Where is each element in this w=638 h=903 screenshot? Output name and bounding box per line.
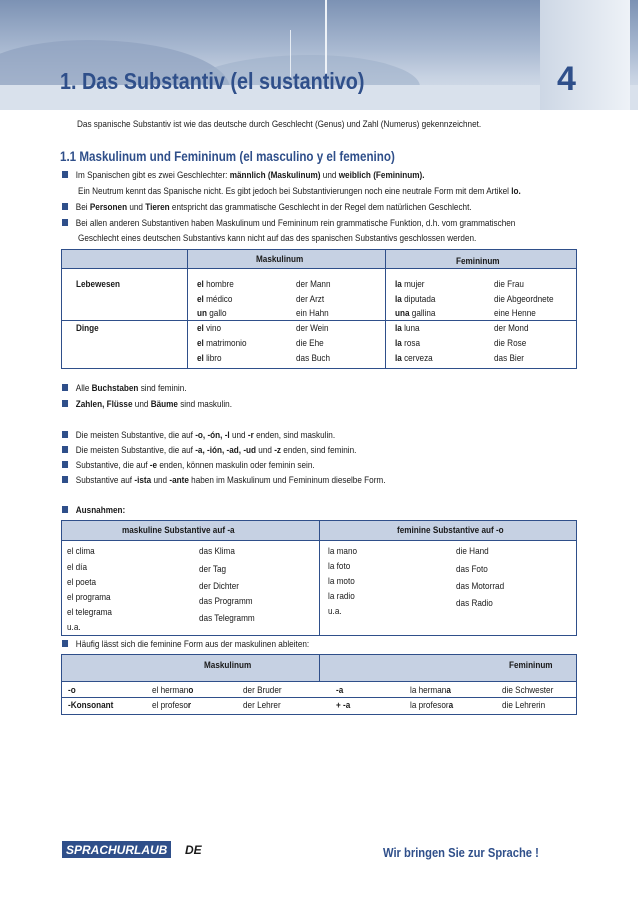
bullet-square-icon <box>62 203 68 210</box>
table1-header-fem: Femininum <box>456 256 500 267</box>
table-cell: das Buch <box>296 353 331 364</box>
list-item: el telegrama <box>67 607 112 618</box>
bullet-square-icon <box>62 171 68 178</box>
list-item: la mano <box>328 546 358 557</box>
footer-slogan: Wir bringen Sie zur Sprache ! <box>383 845 539 860</box>
table-cell: ein Hahn <box>296 308 329 319</box>
table-cell: el médico <box>197 294 233 305</box>
list-item: das Telegramm <box>199 613 255 624</box>
bullet-genders: Im Spanischen gibt es zwei Geschlechter: männlich (Maskulinum) und weiblich (Femininum). <box>62 170 424 182</box>
table-cell: la mujer <box>395 279 425 290</box>
list-item: das Klima <box>199 546 235 557</box>
bullet-square-icon <box>62 461 68 468</box>
table-cell: der Wein <box>296 323 329 334</box>
row-label-dinge: Dinge <box>76 323 99 334</box>
table-cell: der Arzt <box>296 294 325 305</box>
table-cell: la hermana <box>410 685 451 696</box>
table-cell: el matrimonio <box>197 338 247 349</box>
list-item: der Tag <box>199 564 227 575</box>
table-cell: die Lehrerin <box>502 700 546 711</box>
list-item: u.a. <box>67 622 81 633</box>
rule-masc-endings: Die meisten Substantive, die auf -o, -ón, -l und -r enden, sind maskulin. <box>62 430 335 442</box>
table-cell: der Mond <box>494 323 529 334</box>
list-item: la moto <box>328 576 355 587</box>
table-cell: die Rose <box>494 338 527 349</box>
list-item: la foto <box>328 561 351 572</box>
table-cell: die Schwester <box>502 685 554 696</box>
list-item: el día <box>67 562 87 573</box>
list-item: el programa <box>67 592 111 603</box>
table-cell: -Konsonant <box>68 700 114 711</box>
table-cell: el profesor <box>152 700 192 711</box>
table-cell: die Abgeordnete <box>494 294 554 305</box>
list-item: der Dichter <box>199 581 239 592</box>
bullet-persons: Bei Personen und Tieren entspricht das grammatische Geschlecht in der Regel dem natürlichen Geschlecht. <box>62 202 472 214</box>
page-title: 1. Das Substantiv (el sustantivo) <box>60 68 365 94</box>
list-item: el clima <box>67 546 95 557</box>
bullet-square-icon <box>62 640 68 647</box>
footer-logo-suffix: DE <box>185 843 202 857</box>
table-cell: la rosa <box>395 338 420 349</box>
bullet-square-icon <box>62 400 68 407</box>
table-cell: el hermano <box>152 685 194 696</box>
list-item: das Programm <box>199 596 253 607</box>
list-item: das Radio <box>456 598 493 609</box>
exceptions-label: Ausnahmen: <box>62 505 125 517</box>
bullet-neutrum: Ein Neutrum kennt das Spanische nicht. Es gibt jedoch bei Substantivierungen noch eine neutrale Form mit dem Artikel lo. <box>78 186 521 197</box>
table-cell: la diputada <box>395 294 436 305</box>
derive-header-fem: Femininum <box>509 660 553 671</box>
bullet-others: Bei allen anderen Substantiven haben Maskulinum und Femininum rein grammatische Funktion, d.h. vom grammatischen <box>62 218 515 230</box>
section-heading: 1.1 Maskulinum und Femininum (el masculino y el femenino) <box>60 149 395 164</box>
table-cell: die Frau <box>494 279 524 290</box>
bullet-square-icon <box>62 384 68 391</box>
list-item: u.a. <box>328 606 342 617</box>
bullet-square-icon <box>62 431 68 438</box>
table-cell: der Mann <box>296 279 331 290</box>
table-cell: un gallo <box>197 308 227 319</box>
rule-fem-endings: Die meisten Substantive, die auf -a, -ión, -ad, -ud und -z enden, sind feminin. <box>62 445 356 457</box>
exceptions-header-mask: maskuline Substantive auf -a <box>122 525 235 536</box>
list-item: el poeta <box>67 577 97 588</box>
bullet-others-cont: Geschlecht eines deutschen Substantivs kann nicht auf das des spanischen Substantivs geschlossen werden. <box>78 233 477 244</box>
table1-header-mask: Maskulinum <box>256 254 304 265</box>
chapter-number: 4 <box>557 60 576 98</box>
table-cell: -a <box>336 685 344 696</box>
intro-text: Das spanische Substantiv ist wie das deutsche durch Geschlecht (Genus) und Zahl (Numerus) gekennzeichnet. <box>77 119 482 130</box>
table-cell: die Ehe <box>296 338 324 349</box>
footer-logo: SPRACHURLAUB <box>62 841 171 858</box>
table-cell: eine Henne <box>494 308 536 319</box>
table-cell: el vino <box>197 323 222 334</box>
rule-letters: Alle Buchstaben sind feminin. <box>62 383 187 395</box>
list-item: das Foto <box>456 564 488 575</box>
exceptions-header-fem: feminine Substantive auf -o <box>397 525 504 536</box>
bullet-square-icon <box>62 476 68 483</box>
rule-ista-ante: Substantive auf -ista und -ante haben im Maskulinum und Femininum dieselbe Form. <box>62 475 386 487</box>
bullet-square-icon <box>62 219 68 226</box>
rule-numbers: Zahlen, Flüsse und Bäume sind maskulin. <box>62 399 232 411</box>
table-cell: la profesora <box>410 700 454 711</box>
list-item: la radio <box>328 591 355 602</box>
table-cell: una gallina <box>395 308 436 319</box>
table-cell: la luna <box>395 323 420 334</box>
rule-e-endings: Substantive, die auf -e enden, können maskulin oder feminin sein. <box>62 460 315 472</box>
bullet-square-icon <box>62 506 68 513</box>
table-cell: el libro <box>197 353 222 364</box>
derive-header-mask: Maskulinum <box>204 660 252 671</box>
table-cell: + -a <box>336 700 351 711</box>
table-cell: -o <box>68 685 76 696</box>
bullet-square-icon <box>62 446 68 453</box>
table-cell: der Bruder <box>243 685 282 696</box>
table-cell: das Bier <box>494 353 524 364</box>
table-cell: la cerveza <box>395 353 433 364</box>
list-item: das Motorrad <box>456 581 505 592</box>
table-cell: der Lehrer <box>243 700 281 711</box>
table-cell: el hombre <box>197 279 234 290</box>
row-label-lebewesen: Lebewesen <box>76 279 121 290</box>
derive-text: Häufig lässt sich die feminine Form aus der maskulinen ableiten: <box>62 639 309 651</box>
list-item: die Hand <box>456 546 489 557</box>
